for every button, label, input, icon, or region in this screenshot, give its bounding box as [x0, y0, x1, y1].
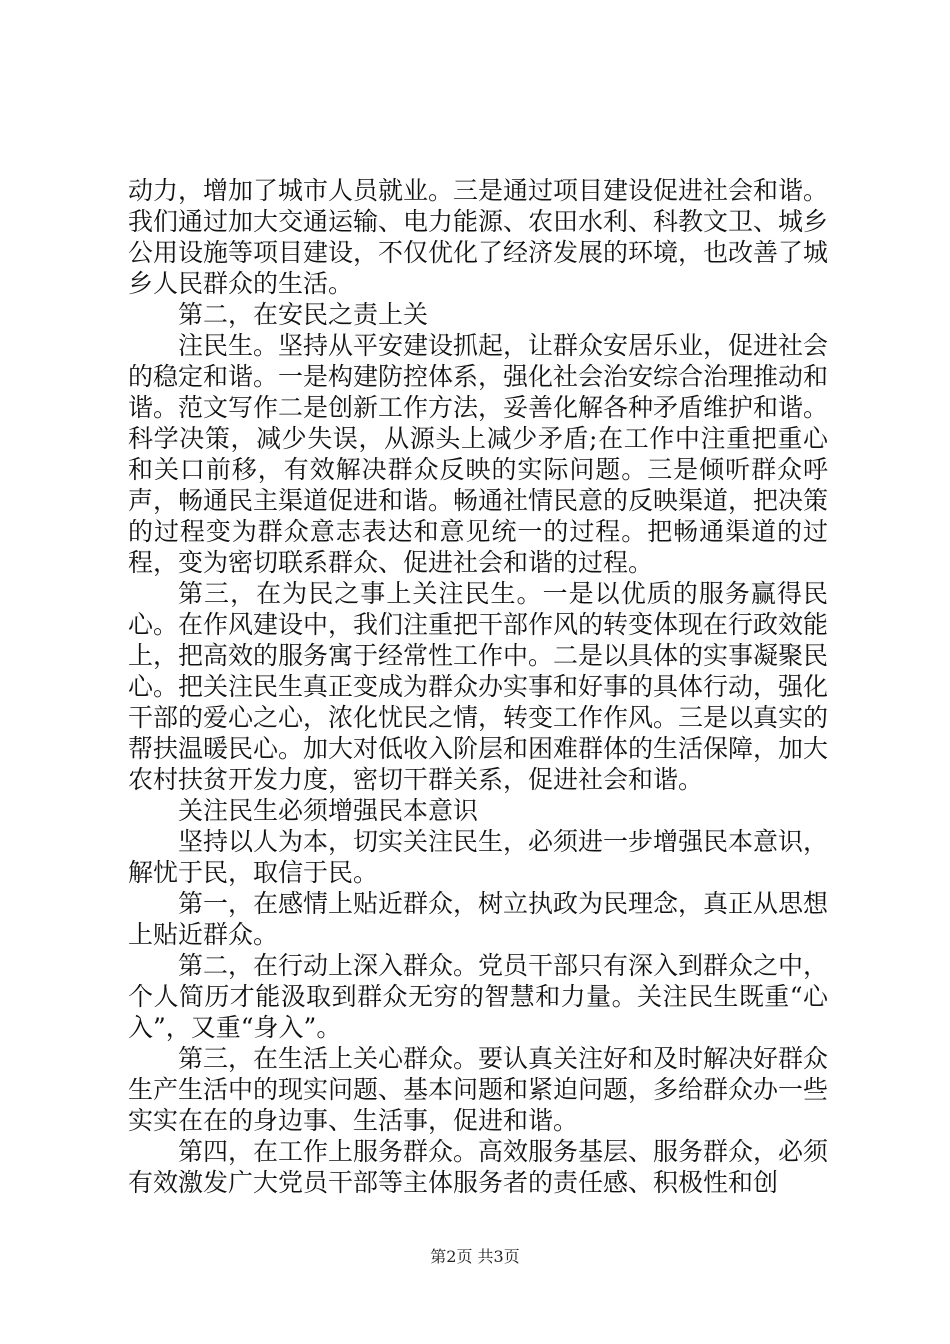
- paragraph-3: 注民生。坚持从平安建设抓起，让群众安居乐业，促进社会的稳定和谐。一是构建防控体系，强化社会治安综合治理推动和谐。范文写作二是创新工作方法，妥善化解各种矛盾维护和谐。科学决策，减少失误，从源头上减少矛盾;在工作中注重把重心和关口前移，有效解决群众反映的实际问题。三是倾听群众呼声，畅通民主渠道促进和谐。畅通社情民意的反映渠道，把决策的过程变为群众意志表达和意见统一的过程。把畅通渠道的过程，变为密切联系群众、促进社会和谐的过程。: [128, 331, 829, 577]
- paragraph-9: 第三，在生活上关心群众。要认真关注好和及时解决好群众生产生活中的现实问题、基本问题和紧迫问题，多给群众办一些实实在在的身边事、生活事，促进和谐。: [128, 1044, 829, 1135]
- paragraph-6: 坚持以人为本，切实关注民生，必须进一步增强民本意识，解忧于民，取信于民。: [128, 827, 829, 887]
- paragraph-4: 第三，在为民之事上关注民生。一是以优质的服务赢得民心。在作风建设中，我们注重把干部作风的转变体现在行政效能上，把高效的服务寓于经常性工作中。二是以具体的实事凝聚民心。把关注民生真正变成为群众办实事和好事的具体行动，强化干部的爱心之心，浓化忧民之情，转变工作作风。三是以真实的帮扶温暖民心。加大对低收入阶层和困难群体的生活保障，加大农村扶贫开发力度，密切干群关系，促进社会和谐。: [128, 579, 829, 794]
- section-heading: 关注民生必须增强民本意识: [178, 796, 479, 825]
- paragraph-8: 第二，在行动上深入群众。党员干部只有深入到群众之中，个人简历才能汲取到群众无穷的智慧和力量。关注民生既重“心入”，又重“身入”。: [128, 951, 829, 1042]
- paragraph-1: 动力，增加了城市人员就业。三是通过项目建设促进社会和谐。我们通过加大交通运输、电力能源、农田水利、科教文卫、城乡公用设施等项目建设，不仅优化了经济发展的环境，也改善了城乡人民群众的生活。: [128, 176, 829, 298]
- paragraph-2: 第二，在安民之责上关: [178, 300, 429, 329]
- document-body: [128, 175, 828, 1198]
- paragraph-7: 第一，在感情上贴近群众，树立执政为民理念，真正从思想上贴近群众。: [128, 889, 829, 949]
- page-number-footer: 第2页 共3页: [430, 1247, 520, 1266]
- paragraph-10: 第四，在工作上服务群众。高效服务基层、服务群众，必须有效激发广大党员干部等主体服务者的责任感、积极性和创: [128, 1137, 829, 1197]
